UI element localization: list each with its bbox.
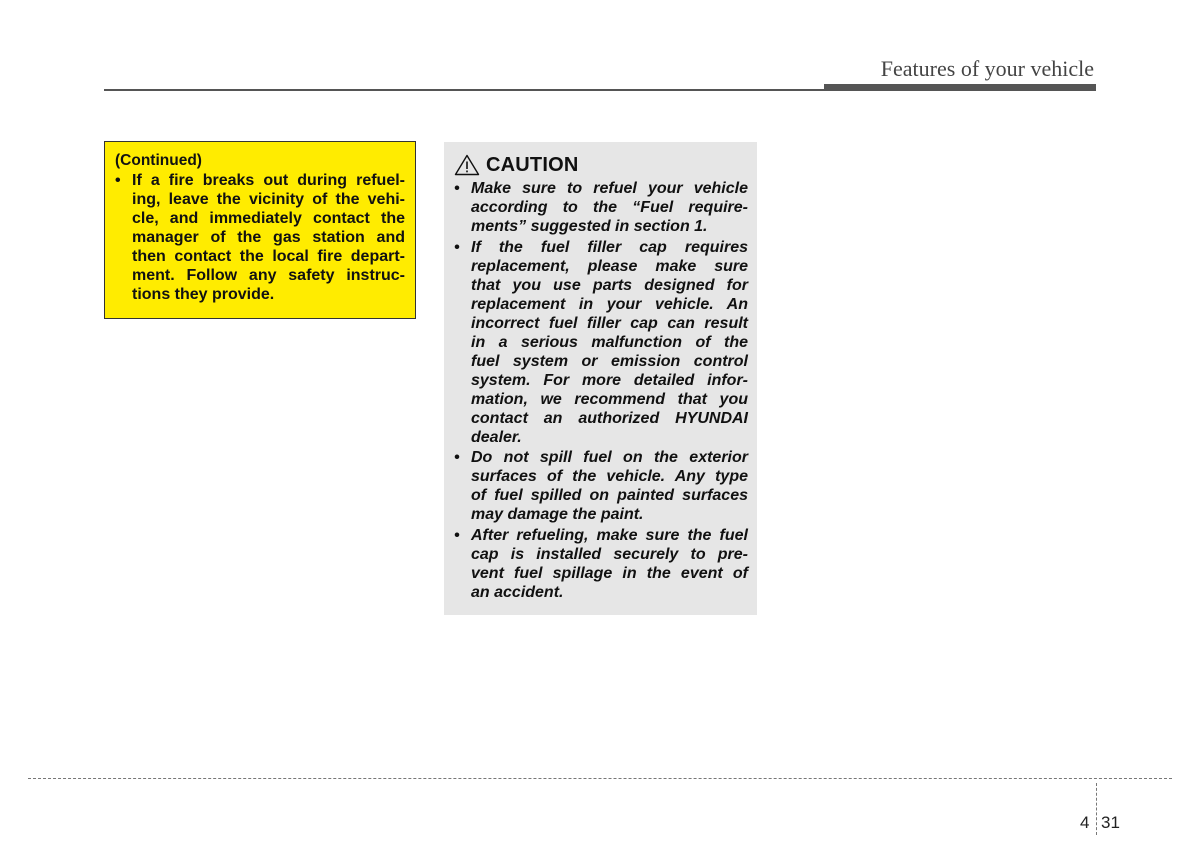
text-line: mation, we recommend that you [471, 390, 748, 408]
text-line: ments” suggested in section 1. [471, 218, 708, 235]
text-line: surfaces of the vehicle. Any type [471, 468, 748, 485]
text-line: tions they provide. [132, 286, 275, 303]
header-rule-accent [824, 84, 1096, 91]
text-line: If a fire breaks out during refuel- [132, 172, 405, 189]
text-line: manager of the gas station and [132, 229, 405, 246]
text-line: of fuel spilled on painted surfaces [471, 487, 748, 504]
text-line: contact an authorized HYUNDAI [471, 409, 748, 427]
caution-list [454, 179, 748, 602]
caution-bullet-item [454, 448, 748, 524]
warning-triangle-icon [454, 154, 480, 176]
text-line: ment. Follow any safety instruc- [132, 267, 405, 284]
text-line: an accident. [471, 583, 564, 601]
text-line: according to the “Fuel require- [471, 199, 748, 216]
text-line: that you use parts designed for [471, 276, 748, 294]
bullet-dot: • [454, 526, 460, 544]
caution-title: CAUTION [486, 153, 579, 176]
caution-bullet-item [454, 526, 748, 602]
text-line: cle, and immediately contact the [132, 210, 405, 227]
page-number: 31 [1101, 813, 1120, 832]
text-line: Make sure to refuel your vehicle [471, 180, 748, 197]
text-line: ing, leave the vicinity of the vehi- [132, 191, 405, 208]
text-line: in a serious malfunction of the [471, 333, 748, 351]
page-number-divider [1096, 783, 1097, 835]
text-line: system. For more detailed infor- [471, 371, 748, 389]
bullet-dot: • [454, 180, 460, 197]
text-line: replacement in your vehicle. An [471, 295, 748, 313]
text-line: Do not spill fuel on the exterior [471, 449, 748, 466]
text-line: cap is installed securely to pre- [471, 545, 748, 563]
caution-bullet-text [471, 526, 748, 602]
section-number: 4 [1080, 813, 1090, 832]
text-line: fuel system or emission control [471, 352, 748, 370]
warning-bullet-text [132, 171, 405, 304]
text-line: may damage the paint. [471, 506, 644, 523]
text-line: incorrect fuel filler cap can result [471, 314, 748, 332]
text-line: then contact the local fire depart- [132, 248, 405, 265]
bullet-dot: • [454, 449, 460, 466]
header-rule [104, 89, 824, 91]
warning-bullet-item [115, 171, 405, 304]
warning-box [104, 141, 416, 319]
caution-bullet-text [471, 179, 748, 236]
caution-bullet-text [471, 448, 748, 524]
warning-heading: (Continued) [115, 152, 202, 169]
caution-bullet-text [471, 238, 748, 447]
footer-rule [28, 778, 1172, 779]
bullet-dot: • [454, 238, 460, 256]
text-line: After refueling, make sure the fuel [471, 526, 748, 544]
text-line: vent fuel spillage in the event of [471, 564, 748, 582]
caution-header [454, 152, 748, 178]
caution-bullet-item [454, 179, 748, 236]
page-header-title: Features of your vehicle [880, 56, 1094, 81]
caution-bullet-item [454, 238, 748, 447]
caution-box [444, 142, 757, 615]
text-line: replacement, please make sure [471, 257, 748, 275]
text-line: If the fuel filler cap requires [471, 238, 748, 256]
bullet-dot: • [115, 172, 121, 189]
text-line: dealer. [471, 428, 522, 446]
